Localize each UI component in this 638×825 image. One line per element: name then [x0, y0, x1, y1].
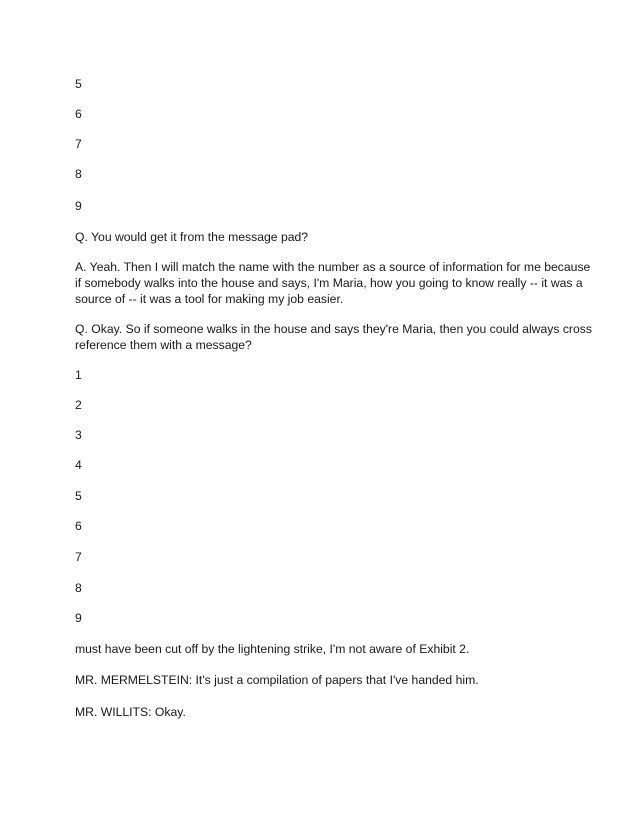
- line-number: 8: [75, 167, 82, 181]
- question-paragraph: Q. You would get it from the message pad?: [75, 230, 309, 244]
- line-number: 5: [75, 489, 82, 503]
- question-line-2: reference them with a message?: [75, 338, 252, 352]
- transcript-paragraph: MR. MERMELSTEIN: It's just a compilation of papers that I've handed him.: [75, 673, 479, 687]
- line-number: 6: [75, 107, 82, 121]
- line-number: 6: [75, 519, 82, 533]
- line-number: 7: [75, 550, 82, 564]
- transcript-paragraph: must have been cut off by the lightening strike, I'm not aware of Exhibit 2.: [75, 642, 470, 656]
- line-number: 8: [75, 581, 82, 595]
- line-number: 5: [75, 77, 82, 91]
- line-number: 2: [75, 398, 82, 412]
- line-number: 9: [75, 199, 82, 213]
- answer-line-2: if somebody walks into the house and says, I'm Maria, how you going to know really -- it was a: [75, 276, 583, 290]
- answer-line-3: source of -- it was a tool for making my job easier.: [75, 292, 344, 306]
- line-number: 1: [75, 368, 82, 382]
- line-number: 9: [75, 611, 82, 625]
- line-number: 3: [75, 428, 82, 442]
- answer-line-1: A. Yeah. Then I will match the name with the number as a source of information for me because: [75, 260, 591, 274]
- question-line-1: Q. Okay. So if someone walks in the house and says they're Maria, then you could always cross: [75, 322, 592, 336]
- line-number: 7: [75, 137, 82, 151]
- transcript-paragraph: MR. WILLITS: Okay.: [75, 705, 186, 719]
- line-number: 4: [75, 458, 82, 472]
